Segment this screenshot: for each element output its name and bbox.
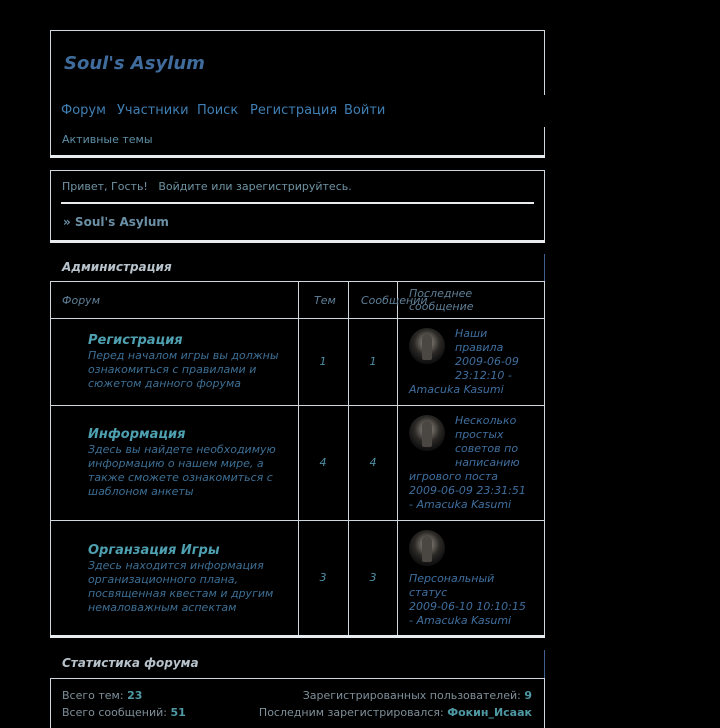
last-post[interactable]: [409, 572, 526, 628]
posts-count: 3: [369, 571, 377, 584]
last-post-line[interactable]: Наши: [455, 327, 488, 340]
greeting-divider: [61, 202, 534, 204]
header-rule: [50, 155, 545, 158]
total-topics: [62, 689, 142, 702]
row-divider-3: [50, 520, 545, 521]
last-registered-label: Последним зарегистрировался:: [258, 706, 444, 719]
last-post-line[interactable]: игрового поста: [409, 470, 498, 483]
last-post[interactable]: [455, 414, 520, 470]
desc-line: организационного плана,: [88, 573, 239, 586]
total-topics-value: 23: [127, 689, 143, 702]
desc-line: посвященная квестам и другим: [88, 587, 274, 600]
header-last-post-line1: Последнее: [409, 287, 473, 300]
last-post-line: 2009-06-09 23:31:51: [409, 484, 526, 497]
avatar: [409, 530, 445, 566]
last-registered: [259, 706, 532, 719]
desc-line: Перед началом игры вы должны: [88, 349, 279, 362]
registered-users: [303, 689, 532, 702]
stats-edge: [544, 650, 545, 678]
last-post[interactable]: [455, 327, 519, 383]
posts-count: 4: [369, 456, 377, 469]
desc-line: ознакомиться с правилами и: [88, 363, 257, 376]
nav-search[interactable]: Поиск: [197, 103, 239, 118]
last-post-line[interactable]: статус: [409, 586, 448, 599]
total-topics-label: Всего тем:: [62, 689, 124, 702]
last-post-line: 2009-06-09: [455, 355, 519, 368]
active-topics-link[interactable]: Активные темы: [62, 133, 153, 146]
desc-line: шаблоном анкеты: [88, 485, 194, 498]
greeting-text: Привет, Гость!: [62, 180, 148, 193]
nav-login[interactable]: Войти: [344, 103, 386, 118]
header-last-post: [409, 287, 474, 313]
main-nav: [51, 95, 545, 127]
last-post-line[interactable]: простых: [455, 428, 504, 441]
topics-count: 4: [319, 456, 327, 469]
nav-members[interactable]: Участники: [117, 103, 189, 118]
registered-label: Зарегистрированных пользователей:: [302, 689, 521, 702]
total-posts: [62, 706, 186, 719]
avatar: [409, 415, 445, 451]
table-rule: [50, 635, 545, 638]
desc-line: сюжетом данного форума: [88, 377, 242, 390]
posts-count: 1: [369, 355, 377, 368]
last-post-line[interactable]: советов по: [455, 442, 519, 455]
last-post-author[interactable]: Amacuka Kasumi: [409, 383, 504, 396]
last-post-line[interactable]: написанию: [455, 456, 520, 469]
login-register-link[interactable]: Войдите или зарегистрируйтесь.: [158, 180, 352, 193]
last-post-line: 2009-06-10 10:10:15: [409, 600, 526, 613]
total-posts-label: Всего сообщений:: [62, 706, 167, 719]
last-post-line: 23:12:10 -: [455, 369, 512, 382]
site-title[interactable]: Soul's Asylum: [64, 53, 205, 74]
row-divider-2: [50, 405, 545, 406]
desc-line: информацию о нашем мире, а: [88, 457, 264, 470]
forum-description: [88, 349, 288, 391]
stats-box: [50, 678, 545, 728]
forum-name[interactable]: Информация: [88, 427, 186, 442]
forum-name[interactable]: Органзация Игры: [88, 543, 220, 558]
total-posts-value: 51: [170, 706, 186, 719]
last-post-tail[interactable]: [409, 470, 526, 512]
last-post-line[interactable]: Персональный: [409, 572, 495, 585]
last-post-author[interactable]: - Amacuka Kasumi: [409, 614, 512, 627]
avatar: [409, 328, 445, 364]
nav-register[interactable]: Регистрация: [250, 103, 338, 118]
topics-count: 3: [319, 571, 327, 584]
row-divider-1: [50, 318, 545, 319]
header-posts: Сообщений: [361, 294, 428, 307]
breadcrumb[interactable]: » Soul's Asylum: [63, 215, 169, 229]
greeting: [62, 180, 352, 193]
last-post-author[interactable]: - Amacuka Kasumi: [409, 498, 512, 511]
col-divider-3: [397, 281, 398, 637]
desc-line: также сможете ознакомиться с: [88, 471, 273, 484]
category-edge: [544, 254, 545, 282]
nav-forum[interactable]: Форум: [61, 103, 106, 118]
registered-value: 9: [524, 689, 532, 702]
header-topics: Тем: [314, 294, 336, 307]
last-post-line[interactable]: Несколько: [455, 414, 517, 427]
desc-line: Здесь вы найдете необходимую: [88, 443, 276, 456]
last-registered-user[interactable]: Фокин_Исаак: [447, 706, 532, 719]
forum-description: [88, 443, 293, 499]
topics-count: 1: [319, 355, 327, 368]
category-title[interactable]: Администрация: [62, 260, 172, 274]
greeting-rule: [50, 240, 545, 243]
forum-description: [88, 559, 288, 615]
desc-line: немаловажным аспектам: [88, 601, 237, 614]
header-last-post-line2: сообщение: [409, 300, 474, 313]
desc-line: Здесь находится информация: [88, 559, 264, 572]
last-post-line[interactable]: правила: [455, 341, 504, 354]
header-forum: Форум: [62, 294, 100, 307]
stats-title: Статистика форума: [62, 656, 199, 670]
forum-name[interactable]: Регистрация: [88, 333, 183, 348]
